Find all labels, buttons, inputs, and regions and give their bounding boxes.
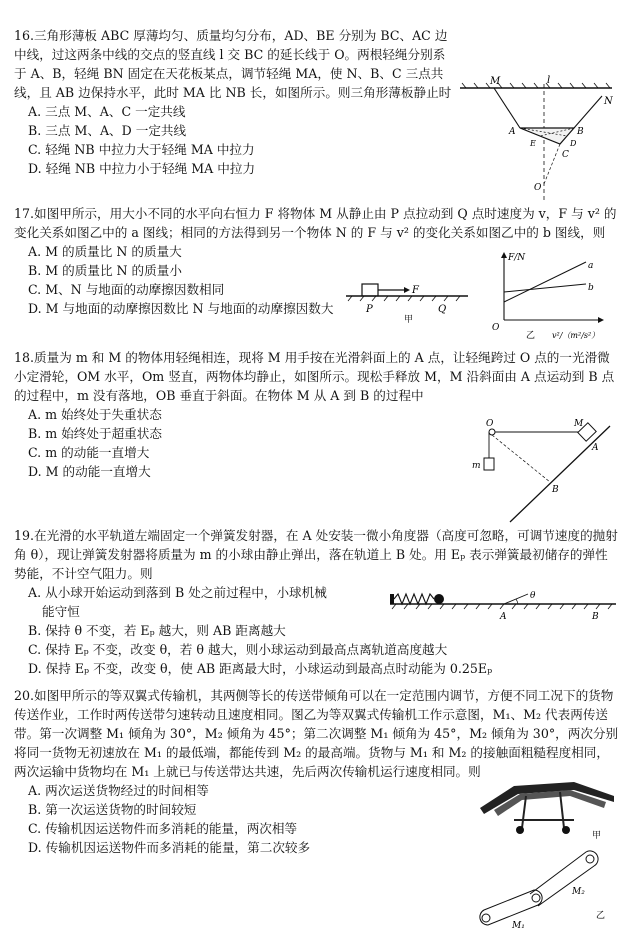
block-m [362, 284, 378, 296]
label-theta: θ [530, 591, 536, 601]
label-big-m: M [574, 419, 584, 429]
question-stem: 20.如图甲所示的等双翼式传输机，其两侧等长的传送带倾角可以在一定范围内调节，方便不同工况下的货物传送作业，工作时两传送带匀速转动且速度相同。图乙为等双翼式传输机工作示意图，M₁、M₂ 代表两传送带。第一次调整 M₁ 倾角为 30°，M₂ 倾角为 45°；第二次调整 M₁ 倾角为 45°，M₂ 倾角为 30°，两次分别将同一货物无初速放在 M₁ 的最低端，都能传到 M₂ 的最高端。货物与 M₁ 和 M₂ 的接触面粗糙程度相同，两次运输中货物均在 M₁ 上就已与传送带达共速，先后两次传输机运行速度相同。则 [14, 688, 619, 779]
caption-yi: 乙 [596, 911, 606, 921]
label-p: P [366, 304, 373, 315]
ball [434, 594, 444, 604]
incline-pulley-figure [470, 418, 620, 526]
label-e: E [530, 139, 536, 148]
bc-extension [544, 144, 560, 184]
f-v2-graph-figure [486, 250, 626, 340]
spring [394, 594, 434, 604]
option-d: D. 保持 Eₚ 不变，改变 θ，使 AB 距离最大时，小球运动到最高点时动能为 0.25Eₚ [28, 661, 493, 676]
option-a: A. m 始终处于失重状态 [28, 407, 162, 422]
option-b: B. 三点 M、A、D 一定共线 [28, 123, 187, 138]
option-c: C. 轻绳 NB 中拉力大于轻绳 MA 中拉力 [28, 142, 255, 157]
label-m1: M₁ [512, 921, 525, 930]
option-b: B. M 的质量比 N 的质量小 [28, 263, 182, 278]
conveyor-photo-figure [474, 774, 620, 840]
option-c: C. 传输机因运送物件而多消耗的能量，两次相等 [28, 821, 298, 836]
option-a: A. M 的质量比 N 的质量大 [28, 244, 182, 259]
label-a: A [500, 612, 507, 622]
option-d: D. 轻绳 NB 中拉力小于轻绳 MA 中拉力 [28, 161, 256, 176]
label-b: B [592, 612, 599, 622]
incline-surface [510, 426, 610, 522]
line-a [504, 262, 586, 302]
question-stem: 17.如图甲所示，用大小不同的水平向右恒力 F 将物体 M 从静止由 P 点拉动到 Q 点时速度为 v，F 与 v² 的变化关系如图乙中的 a 图线；相同的方法得到另一个物体 N 的 F 与 v² 的变化关系如图乙中的 b 图线，则 [14, 206, 617, 240]
line-b-label: b [588, 283, 594, 293]
option-b: B. 第一次运送货物的时间较短 [28, 802, 197, 817]
conveyor-leg-1 [522, 796, 526, 828]
belt-m1 [480, 890, 542, 925]
label-small-m: m [472, 461, 481, 471]
line-b [504, 284, 586, 292]
ground-hatch [348, 296, 460, 301]
rope-ma [494, 88, 520, 128]
option-a: A. 三点 M、A、C 一定共线 [28, 104, 186, 119]
option-c: C. M、N 与地面的动摩擦因数相同 [28, 282, 225, 297]
y-axis-label: F/N [508, 253, 526, 263]
label-b: B [552, 485, 559, 495]
option-c: C. 保持 Eₚ 不变，改变 θ，若 θ 越大，则小球运动到最高点离轨道高度越大 [28, 642, 448, 657]
origin-label: O [492, 323, 500, 333]
rope-nb [574, 96, 602, 128]
small-mass-m [484, 458, 494, 470]
label-m: M [490, 76, 501, 87]
pulley [489, 429, 495, 435]
conveyor-schematic-figure [476, 846, 624, 930]
option-a: A. 两次运送货物经过的时间相等 [28, 783, 209, 798]
label-a: A [592, 443, 599, 453]
label-q: Q [438, 304, 447, 315]
option-a: A. 从小球开始运动到落到 B 处之前过程中，小球机械 [28, 585, 327, 600]
option-d: D. M 与地面的动摩擦因数比 N 与地面的动摩擦因数大 [28, 301, 334, 316]
option-d: D. 传输机因运送物件而多消耗的能量，第二次较多 [28, 840, 311, 855]
option-a-continued: 能守恒 [42, 604, 80, 619]
track-hatch [392, 604, 612, 609]
conveyor-leg-2 [560, 792, 564, 828]
label-b: B [577, 127, 584, 137]
label-o: O [486, 419, 494, 429]
spring-launcher-figure [386, 588, 620, 622]
block-on-ground-figure [342, 272, 472, 324]
label-m2: M₂ [572, 887, 585, 897]
launcher-wall [390, 594, 394, 604]
option-c: C. m 的动能一直增大 [28, 445, 150, 460]
label-o: O [534, 183, 542, 193]
wheel-2 [562, 826, 570, 834]
question-stem: 18.质量为 m 和 M 的物体用轻绳相连，现将 M 用手按在光滑斜面上的 A 点，让轻绳跨过 O 点的一光滑微小定滑轮，OM 水平，Om 竖直，两物体均静止，如图所示。现松手释放 M，M 沿斜面由 A 点运动到 B 点的过程中，m 没有落地，OB 垂直于斜面。在物体 M 从 A 到 B 的过程中 [14, 350, 615, 403]
triangle-plate [520, 128, 574, 144]
label-f: F [412, 285, 419, 296]
label-l: l [547, 75, 551, 86]
angle-arc [516, 599, 518, 604]
caption-jia: 甲 [404, 315, 414, 324]
option-b: B. m 始终处于超重状态 [28, 426, 162, 441]
caption-jia: 甲 [592, 831, 602, 840]
triangle-plate-figure [452, 74, 622, 204]
option-b: B. 保持 θ 不变，若 Eₚ 越大，则 AB 距离越大 [28, 623, 286, 638]
label-d: D [570, 139, 577, 148]
label-n: N [604, 96, 613, 107]
line-a-label: a [588, 261, 594, 271]
x-axis-label: v²/（m²/s²） [552, 331, 600, 340]
caption-yi: 乙 [526, 331, 536, 340]
question-stem: 19.在光滑的水平轨道左端固定一个弹簧发射器，在 A 处安装一微小角度器（高度可忽略，可调节速度的抛射角 θ），现让弹簧发射器将质量为 m 的小球由静止弹出，落在轨道上 B 处。用 Eₚ 表示弹簧最初储存的弹性势能，不计空气阻力。则 [14, 528, 618, 581]
line-ob [492, 435, 550, 482]
option-d: D. M 的动能一直增大 [28, 464, 151, 479]
ceiling-hatch [462, 83, 610, 88]
label-a: A [509, 127, 516, 137]
wheel-1 [516, 826, 524, 834]
label-c: C [562, 150, 569, 160]
question-stem: 16.三角形薄板 ABC 厚薄均匀、质量均匀分布，AD、BE 分别为 BC、AC 边中线，过这两条中线的交点的竖直线 l 交 BC 的延长线于 O。两根轻绳分别系于 A、B，轻绳 BN 固定在天花板某点，调节轻绳 MA，使 N、B、C 三点共线，且 AB 边保持水平，此时 MA 比 NB 长，如图所示。则三角形薄板静止时 [14, 28, 452, 100]
